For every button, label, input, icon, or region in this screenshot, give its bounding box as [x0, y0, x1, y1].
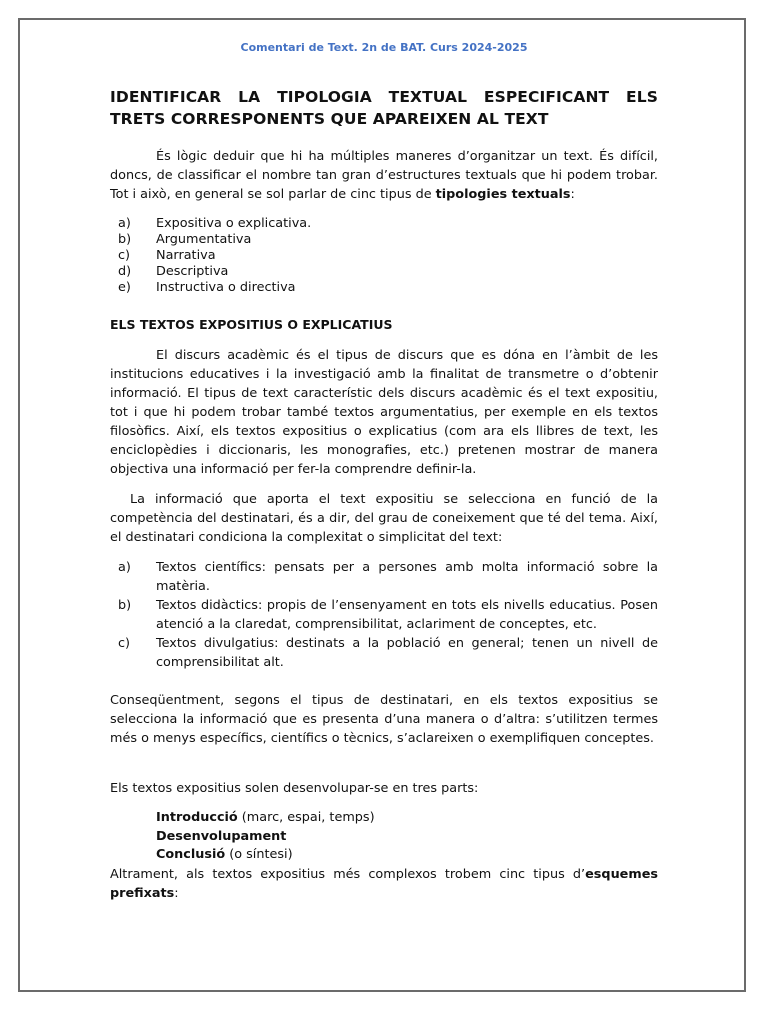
intro-paragraph: És lògic deduir que hi ha múltiples maneres d’organitzar un text. És difícil, doncs, de classificar el nombre tan gran d’estructures textuals que hi podem trobar. Tot i això, en general se sol parlar de cinc tipus de tipologies textuals:	[110, 149, 658, 202]
list-item: a) Textos científics: pensats per a persones amb molta informació sobre la matèria.	[118, 560, 658, 594]
page-title: IDENTIFICAR LA TIPOLOGIA TEXTUAL ESPECIFICANT ELS TRETS CORRESPONENTS QUE APAREIXEN AL TEXT	[110, 88, 658, 128]
list-item: c) Textos divulgatius: destinats a la població en general; tenen un nivell de comprensibilitat alt.	[118, 636, 658, 670]
list-item: e) Instructiva o directiva	[118, 280, 296, 295]
text-types-list	[110, 559, 658, 673]
paragraph-consequently: Conseqüentment, segons el tipus de destinatari, en els textos expositius se selecciona la informació que es presenta d’una manera o d’altra: s’utilitzen termes més o menys específics, científics o tècnics, s’aclareixen o exemplifiquen conceptes.	[110, 693, 658, 746]
paragraph-recipient: La informació que aporta el text expositiu se selecciona en funció de la competència del destinatari, és a dir, del grau de coneixement que té del tema. Així, el destinatari condiciona la complexitat o simplicitat del text:	[110, 492, 658, 545]
page-header: Comentari de Text. 2n de BAT. Curs 2024-2025	[240, 41, 528, 54]
paragraph-three-parts: Els textos expositius solen desenvolupar-se en tres parts:	[110, 781, 479, 796]
schemes-bold-term: esquemes prefixats	[110, 867, 658, 901]
list-item: Introducció (marc, espai, temps)	[156, 810, 375, 825]
list-item: b) Textos didàctics: propis de l’ensenyament en tots els nivells educatius. Posen atenció a la claredat, comprensibilitat, aclariment de conceptes, etc.	[118, 598, 658, 632]
section-title: ELS TEXTOS EXPOSITIUS O EXPLICATIUS	[110, 317, 393, 332]
paragraph-academic-discourse: El discurs acadèmic és el tipus de discurs que es dóna en l’àmbit de les institucions educatives i la investigació amb la finalitat de transmetre o d’obtenir informació. El tipus de text característic dels discurs acadèmic és el text expositiu, tot i que hi podem trobar també textos argumentatius, per exemple en els textos filosòfics. Així, els textos expositius o explicatius (com ara els llibres de text, les enciclopèdies i diccionaris, les monografies, etc.) pretenen mostrar de manera objectiva una informació per fer-la comprendre definir-la.	[110, 348, 658, 477]
list-item: d) Descriptiva	[118, 264, 229, 279]
paragraph-schemes: Altrament, als textos expositius més complexos trobem cinc tipus d’esquemes prefixats:	[110, 867, 658, 901]
list-item: Conclusió (o síntesi)	[156, 847, 293, 862]
list-item: c) Narrativa	[118, 248, 216, 263]
list-item: b) Argumentativa	[118, 232, 252, 247]
typology-list	[110, 216, 658, 296]
list-item: Desenvolupament	[156, 828, 287, 844]
list-item: a) Expositiva o explicativa.	[118, 216, 312, 231]
intro-bold-term: tipologies textuals	[435, 187, 571, 202]
parts-list	[110, 809, 658, 865]
